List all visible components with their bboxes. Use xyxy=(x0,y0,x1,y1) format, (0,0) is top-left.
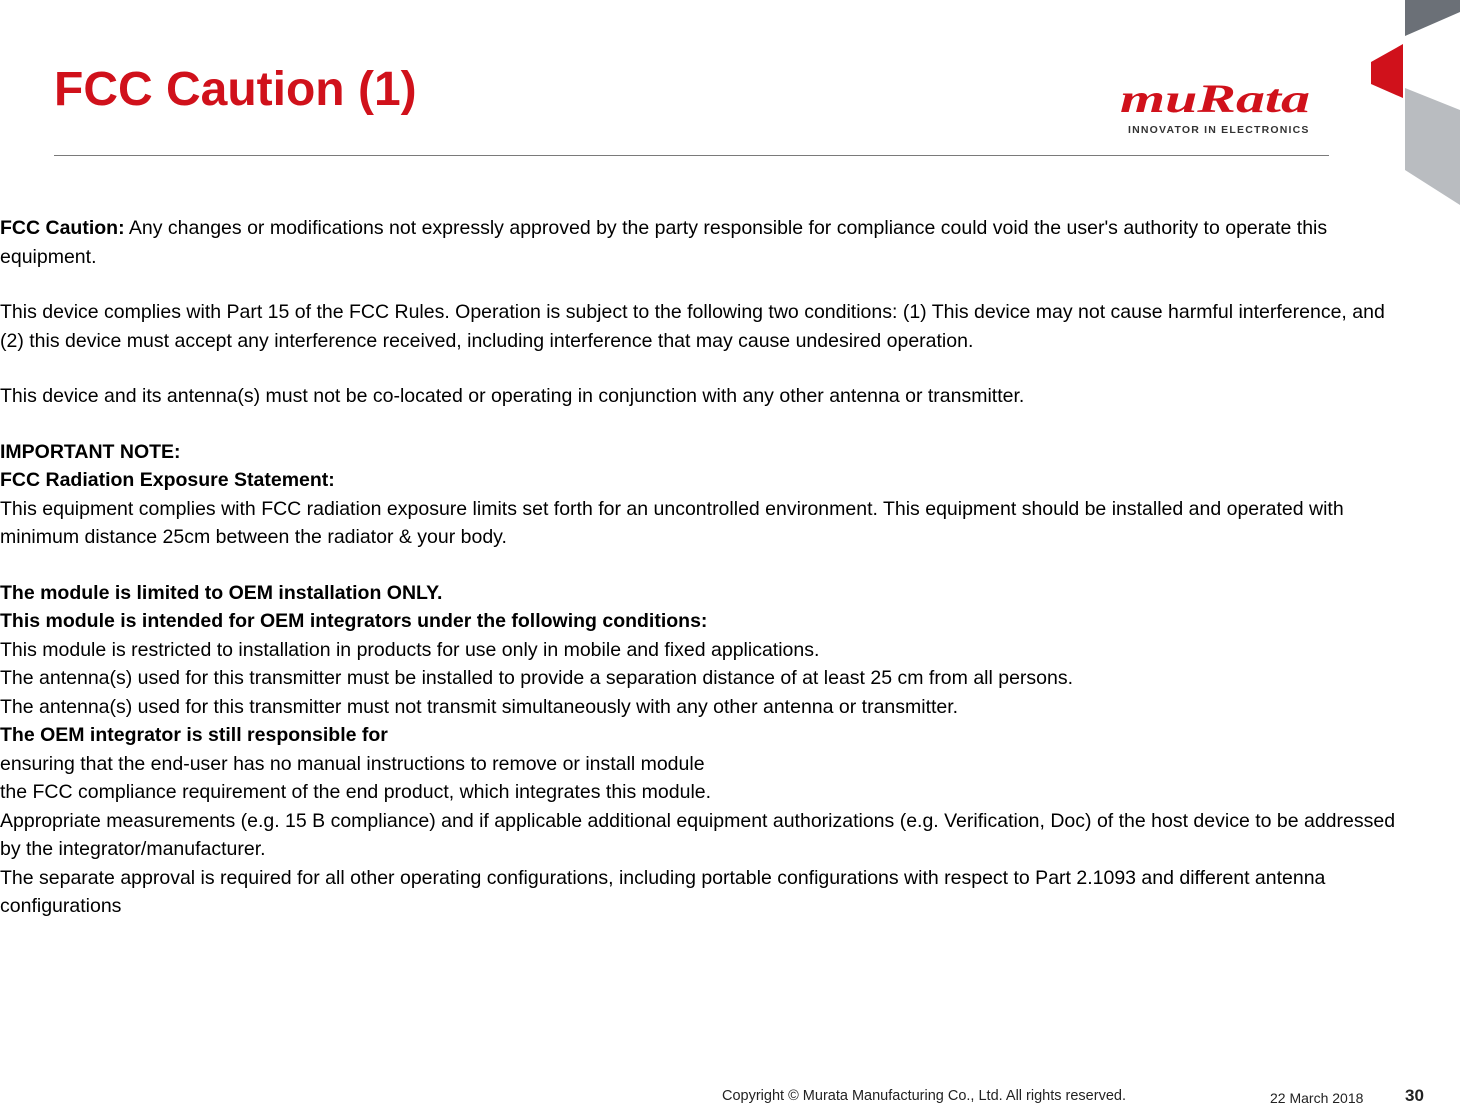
important-note-heading: IMPORTANT NOTE: xyxy=(0,440,181,463)
radiation-heading: FCC Radiation Exposure Statement: xyxy=(0,469,335,491)
logo-wordmark-text: muRata xyxy=(1120,80,1310,120)
deco-dark-shape xyxy=(1405,0,1460,36)
responsibility-item: Appropriate measurements (e.g. 15 B compliance) and if applicable additional equipment authorizations (e.g. Verification, Doc) of the host device to be addressed by the integrator/manufacturer. xyxy=(0,809,1396,860)
part15-paragraph: This device complies with Part 15 of the FCC Rules. Operation is subject to the following two conditions: (1) This device may not cause harmful interference, and (2) this device must accept any interference received, including interference that may cause undesired operation. xyxy=(0,301,1385,352)
footer-date: 22 March 2018 xyxy=(1270,1090,1364,1106)
deco-grey-shape xyxy=(1405,88,1460,205)
condition-item: The antenna(s) used for this transmitter must not transmit simultaneously with any other antenna or transmitter. xyxy=(0,695,959,718)
responsibility-item: The separate approval is required for all other operating configurations, including portable configurations with respect to Part 2.1093 and different antenna configurations xyxy=(0,866,1326,917)
radiation-paragraph: This equipment complies with FCC radiation exposure limits set forth for an uncontrolled environment. This equipment should be installed and operated with minimum distance 25cm between the radiator & your body. xyxy=(0,497,1344,548)
responsibility-item: ensuring that the end-user has no manual instructions to remove or install module xyxy=(0,752,705,775)
condition-item: This module is restricted to installation in products for use only in mobile and fixed applications. xyxy=(0,638,820,661)
murata-wordmark xyxy=(1118,80,1330,120)
condition-item: The antenna(s) used for this transmitter must be installed to provide a separation distance of at least 25 cm from all persons. xyxy=(0,667,1074,689)
caution-label: FCC Caution: xyxy=(0,217,125,239)
oem-responsible-heading: The OEM integrator is still responsible for xyxy=(0,724,388,746)
colocation-paragraph: This device and its antenna(s) must not be co-located or operating in conjunction with any other antenna or transmitter. xyxy=(0,385,1025,407)
title-divider xyxy=(54,155,1329,156)
copyright-notice: Copyright © Murata Manufacturing Co., Ltd. All rights reserved. xyxy=(722,1088,1126,1104)
oem-conditions-heading: This module is intended for OEM integrators under the following conditions: xyxy=(0,610,708,632)
oem-limited-line: The module is limited to OEM installation ONLY. xyxy=(0,581,443,604)
murata-logo xyxy=(1118,80,1330,140)
fcc-caution-paragraph xyxy=(0,214,1410,271)
logo-tagline: INNOVATOR IN ELECTRONICS xyxy=(1128,124,1310,136)
caution-text: Any changes or modifications not expressly approved by the party responsible for compliance could void the user's authority to operate this equipment. xyxy=(0,217,1328,268)
deco-red-shape xyxy=(1371,44,1403,98)
page-number: 30 xyxy=(1405,1086,1424,1105)
responsibility-item: the FCC compliance requirement of the end product, which integrates this module. xyxy=(0,781,712,803)
fcc-statement-body xyxy=(0,214,1410,921)
corner-decoration xyxy=(1365,0,1460,210)
page-title: FCC Caution (1) xyxy=(54,63,417,116)
